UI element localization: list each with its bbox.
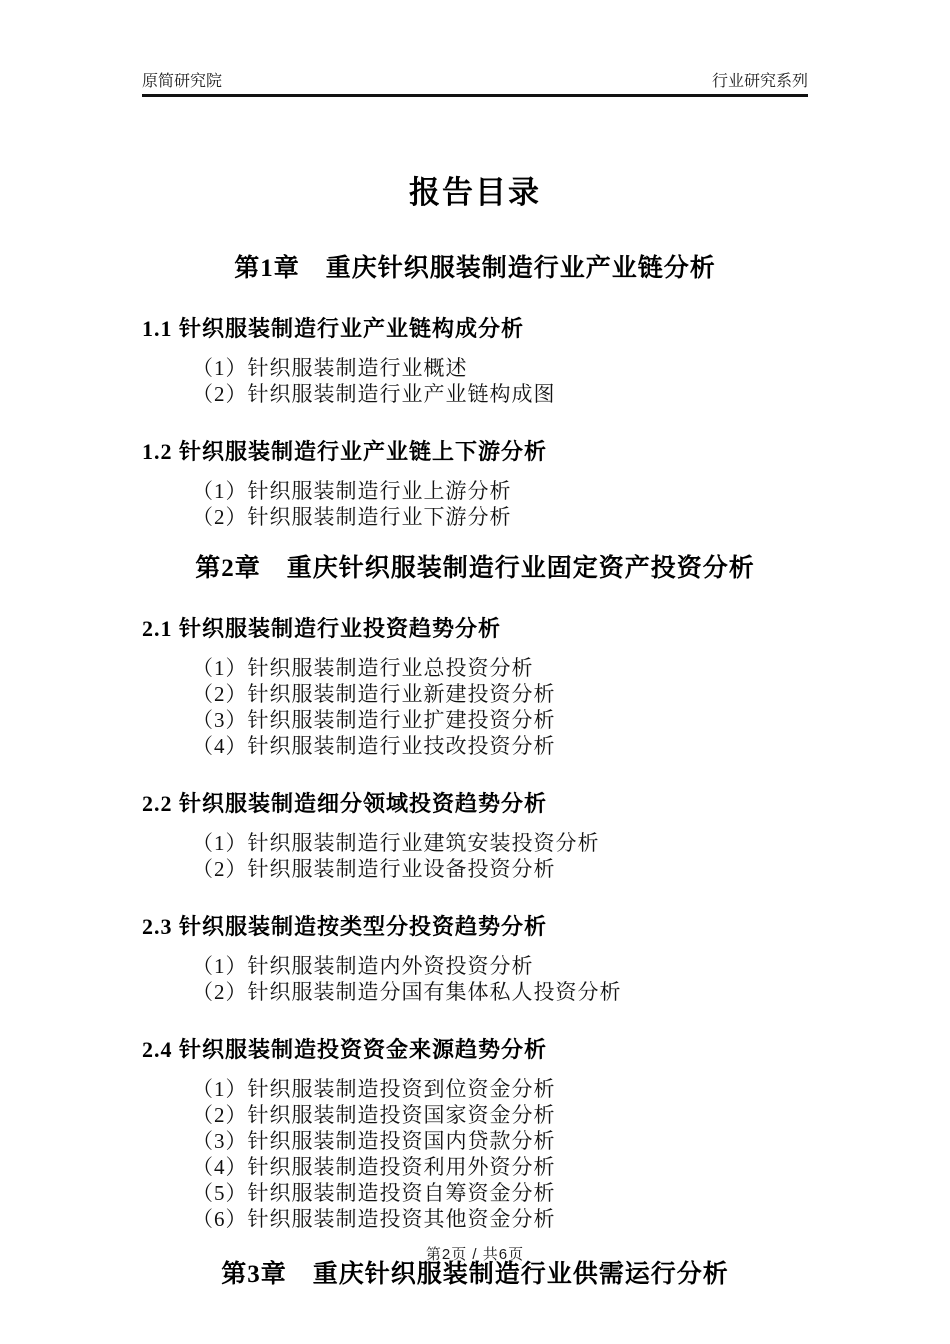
section-2-4-items — [142, 1076, 808, 1232]
toc-item: （2）针织服装制造行业新建投资分析 — [192, 682, 556, 706]
chapter-1-title: 第1章 重庆针织服装制造行业产业链分析 — [234, 255, 716, 282]
header-series-name: 行业研究系列 — [711, 73, 808, 90]
toc-title: 报告目录 — [409, 175, 541, 210]
toc-item: （2）针织服装制造行业设备投资分析 — [192, 857, 556, 881]
header-org-name: 原简研究院 — [142, 73, 223, 90]
section-2-2-heading: 2.2 针织服装制造细分领域投资趋势分析 — [142, 791, 548, 816]
section-2-4-heading: 2.4 针织服装制造投资资金来源趋势分析 — [142, 1037, 548, 1062]
toc-item: （2）针织服装制造分国有集体私人投资分析 — [192, 980, 622, 1004]
section-1-1-items — [142, 355, 808, 407]
toc-item: （2）针织服装制造行业下游分析 — [192, 505, 512, 529]
toc-item: （1）针织服装制造行业总投资分析 — [192, 656, 534, 680]
page-number-text: 第2页 / 共6页 — [425, 1246, 525, 1263]
toc-item: （4）针织服装制造行业技改投资分析 — [192, 734, 556, 758]
section-1-1-heading: 1.1 针织服装制造行业产业链构成分析 — [142, 316, 525, 341]
chapter-3-title: 第3章 重庆针织服装制造行业供需运行分析 — [221, 1261, 729, 1288]
toc-item: （2）针织服装制造投资国家资金分析 — [192, 1103, 556, 1127]
toc-item: （6）针织服装制造投资其他资金分析 — [192, 1207, 556, 1231]
toc-item: （5）针织服装制造投资自筹资金分析 — [192, 1181, 556, 1205]
section-2-2-items — [142, 830, 808, 882]
section-2-1-heading: 2.1 针织服装制造行业投资趋势分析 — [142, 616, 502, 641]
toc-item: （2）针织服装制造行业产业链构成图 — [192, 382, 556, 406]
section-1-2-items — [142, 478, 808, 530]
page-header — [142, 68, 808, 97]
section-2-1-items — [142, 655, 808, 759]
section-2-3-items — [142, 953, 808, 1005]
toc-item: （3）针织服装制造行业扩建投资分析 — [192, 708, 556, 732]
toc-item: （1）针织服装制造行业概述 — [192, 356, 468, 380]
toc-item: （1）针织服装制造行业建筑安装投资分析 — [192, 831, 600, 855]
chapter-2-title: 第2章 重庆针织服装制造行业固定资产投资分析 — [195, 555, 755, 582]
section-1-2-heading: 1.2 针织服装制造行业产业链上下游分析 — [142, 439, 548, 464]
toc-item: （4）针织服装制造投资利用外资分析 — [192, 1155, 556, 1179]
section-2-3-heading: 2.3 针织服装制造按类型分投资趋势分析 — [142, 914, 548, 939]
page-footer — [0, 1243, 950, 1264]
toc-item: （1）针织服装制造投资到位资金分析 — [192, 1077, 556, 1101]
toc-item: （1）针织服装制造内外资投资分析 — [192, 954, 534, 978]
toc-item: （3）针织服装制造投资国内贷款分析 — [192, 1129, 556, 1153]
toc-item: （1）针织服装制造行业上游分析 — [192, 479, 512, 503]
